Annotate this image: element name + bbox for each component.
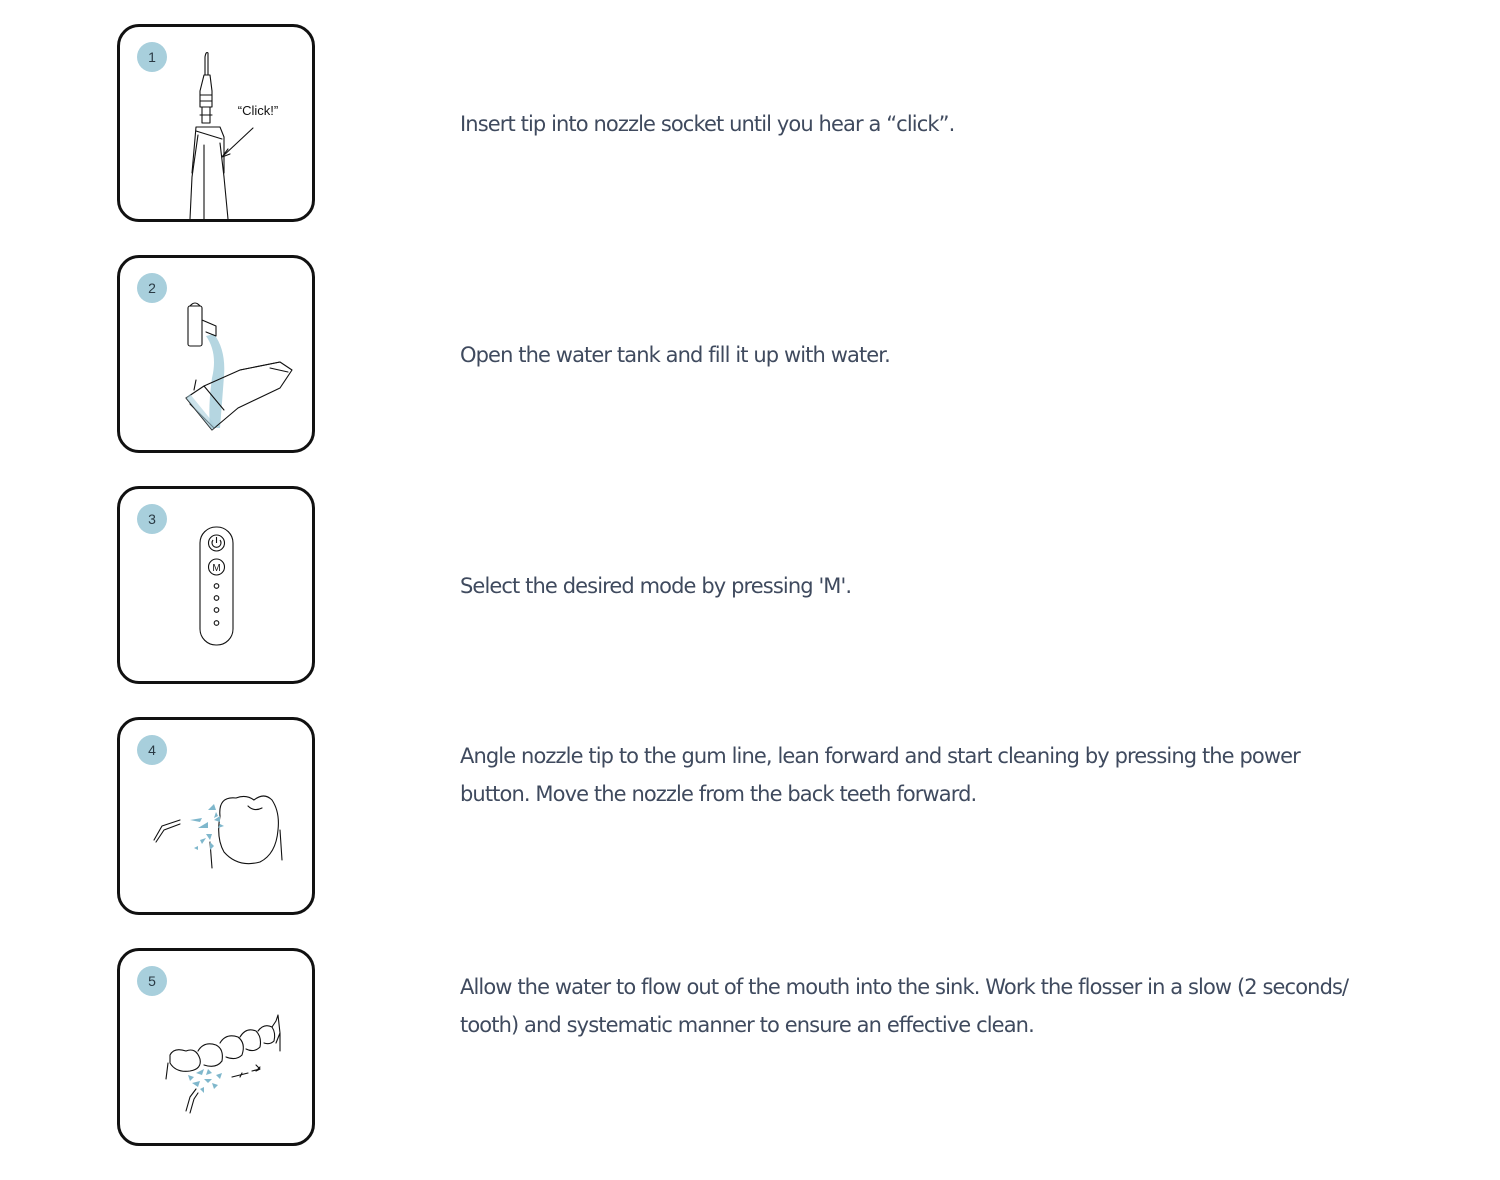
mode-button-label: M xyxy=(212,563,221,574)
step-1 xyxy=(0,24,1500,224)
step-illustration-card xyxy=(117,255,315,453)
step-4-text: Angle nozzle tip to the gum line, lean forward and start cleaning by pressing the power button. Move the nozzle from the back teeth forward. xyxy=(460,744,1300,806)
step-illustration-card xyxy=(117,717,315,915)
click-callout: “Click!” xyxy=(237,103,279,118)
step-3-text: Select the desired mode by pressing 'M'. xyxy=(460,574,852,598)
step-illustration-card xyxy=(117,486,315,684)
step-5-text: Allow the water to flow out of the mouth into the sink. Work the flosser in a slow (2 seconds/ tooth) and systematic manner to ensure an effective clean. xyxy=(460,975,1349,1037)
step-illustration-card xyxy=(117,24,315,222)
step-illustration-card xyxy=(117,948,315,1146)
step-1-text: Insert tip into nozzle socket until you hear a “click”. xyxy=(460,112,955,136)
step-4 xyxy=(0,717,1500,917)
step-number-badge: 1 xyxy=(137,42,167,72)
step-2-text: Open the water tank and fill it up with water. xyxy=(460,343,890,367)
step-number-badge: 3 xyxy=(137,504,167,534)
step-3 xyxy=(0,486,1500,686)
step-number-badge: 2 xyxy=(137,273,167,303)
step-number-badge: 4 xyxy=(137,735,167,765)
step-5 xyxy=(0,948,1500,1148)
step-number-badge: 5 xyxy=(137,966,167,996)
step-2 xyxy=(0,255,1500,455)
